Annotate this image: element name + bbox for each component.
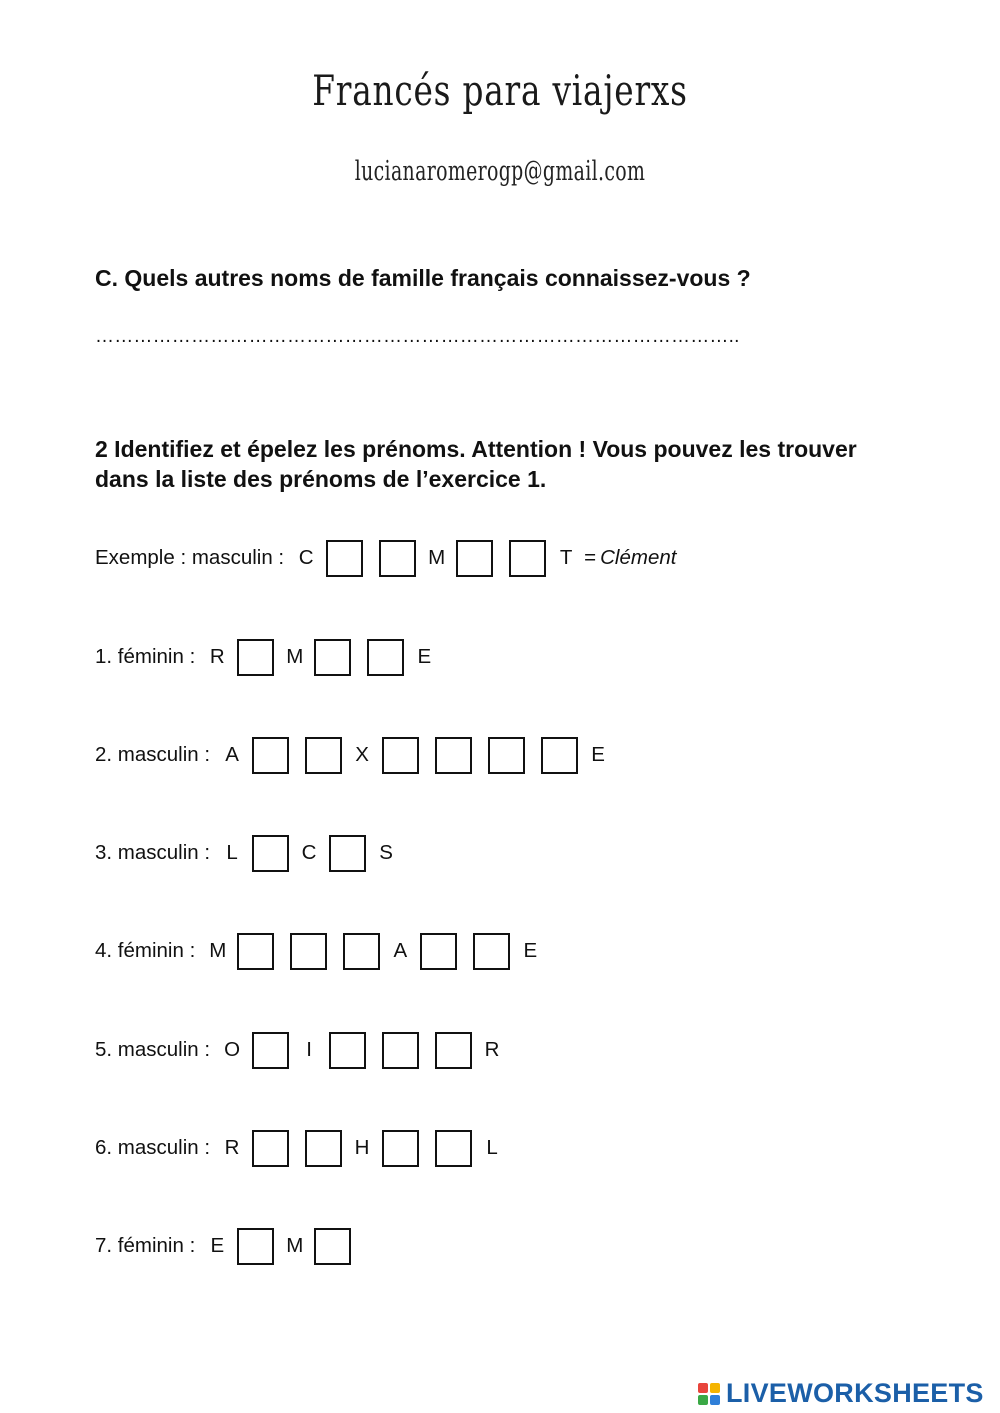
letter-input-box[interactable]: [473, 933, 510, 970]
letter-input-box[interactable]: [314, 639, 351, 676]
given-letter: R: [224, 1136, 240, 1159]
letter-input-box[interactable]: [456, 540, 493, 577]
example-answer: Clément: [600, 546, 677, 569]
item-label: 5. masculin :: [95, 1038, 211, 1061]
worksheet-title: Francés para viajerxs: [312, 66, 688, 115]
item-row-3: [95, 832, 398, 874]
item-row-7: [95, 1225, 359, 1267]
given-letter: I: [306, 1038, 312, 1061]
letter-input-box[interactable]: [237, 639, 274, 676]
example-letters: [294, 540, 578, 577]
logo-square: [698, 1383, 708, 1393]
letter-input-box[interactable]: [314, 1228, 351, 1265]
logo-text: LIVEWORKSHEETS: [726, 1378, 984, 1408]
given-letter: C: [301, 841, 317, 864]
given-letter: E: [591, 743, 605, 766]
letter-input-box[interactable]: [252, 1130, 289, 1167]
letter-input-box[interactable]: [343, 933, 380, 970]
answer-line-c[interactable]: ………………………………………………………………………………………..: [95, 326, 740, 347]
letter-input-box[interactable]: [435, 737, 472, 774]
equals-sign: =: [584, 546, 597, 569]
letter-input-box[interactable]: [382, 1032, 419, 1069]
given-letter: E: [210, 1234, 225, 1257]
letter-input-box[interactable]: [420, 933, 457, 970]
letter-input-box[interactable]: [237, 933, 274, 970]
letter-input-box[interactable]: [326, 540, 363, 577]
given-letter: M: [286, 1234, 304, 1257]
given-letter: M: [428, 546, 446, 569]
letter-input-box[interactable]: [382, 1130, 419, 1167]
letter-input-box[interactable]: [367, 639, 404, 676]
letter-input-box[interactable]: [435, 1130, 472, 1167]
given-letter: L: [226, 841, 238, 864]
logo-square: [710, 1383, 720, 1393]
letter-input-box[interactable]: [435, 1032, 472, 1069]
item-label: 4. féminin :: [95, 939, 196, 962]
letter-input-box[interactable]: [305, 737, 342, 774]
given-letter: O: [224, 1038, 241, 1061]
question-c: C. Quels autres noms de famille français connaissez-vous ?: [95, 265, 751, 291]
letter-input-box[interactable]: [488, 737, 525, 774]
letter-input-box[interactable]: [252, 1032, 289, 1069]
given-letter: A: [393, 939, 408, 962]
given-letter: M: [286, 645, 304, 668]
letter-input-box[interactable]: [252, 835, 289, 872]
letter-input-box[interactable]: [329, 1032, 366, 1069]
example-row: [95, 537, 676, 579]
letter-input-box[interactable]: [290, 933, 327, 970]
liveworksheets-logo: [698, 1378, 984, 1409]
logo-square: [698, 1395, 708, 1405]
given-letter: R: [209, 645, 225, 668]
letter-input-box[interactable]: [509, 540, 546, 577]
given-letter: T: [559, 546, 573, 569]
given-letter: E: [417, 645, 432, 668]
item-label: 1. féminin :: [95, 645, 196, 668]
letter-input-box[interactable]: [329, 835, 366, 872]
letter-input-box[interactable]: [382, 737, 419, 774]
item-label: 7. féminin :: [95, 1234, 196, 1257]
example-label: Exemple : masculin :: [95, 546, 285, 569]
given-letter: E: [523, 939, 538, 962]
item-row-4: [95, 930, 542, 972]
exercise-2-instruction: 2 Identifiez et épelez les prénoms. Attention ! Vous pouvez les trouver dans la liste des prénoms de l’exercice 1.: [95, 436, 857, 492]
author-email: lucianaromerogp@gmail.com: [354, 156, 646, 187]
given-letter: C: [298, 546, 314, 569]
given-letter: X: [355, 743, 369, 766]
given-letter: A: [225, 743, 239, 766]
given-letter: M: [209, 939, 227, 962]
letter-input-box[interactable]: [237, 1228, 274, 1265]
letter-input-box[interactable]: [305, 1130, 342, 1167]
given-letter: R: [484, 1038, 500, 1061]
letter-input-box[interactable]: [379, 540, 416, 577]
letter-input-box[interactable]: [252, 737, 289, 774]
letter-input-box[interactable]: [541, 737, 578, 774]
item-label: 3. masculin :: [95, 841, 211, 864]
item-row-1: [95, 636, 436, 678]
given-letter: S: [379, 841, 393, 864]
given-letter: L: [486, 1136, 498, 1159]
item-label: 6. masculin :: [95, 1136, 211, 1159]
item-row-6: [95, 1127, 504, 1169]
item-row-2: [95, 734, 610, 776]
logo-mark-icon: [698, 1383, 720, 1405]
logo-square: [710, 1395, 720, 1405]
given-letter: H: [354, 1136, 370, 1159]
item-label: 2. masculin :: [95, 743, 211, 766]
item-row-5: [95, 1029, 504, 1071]
